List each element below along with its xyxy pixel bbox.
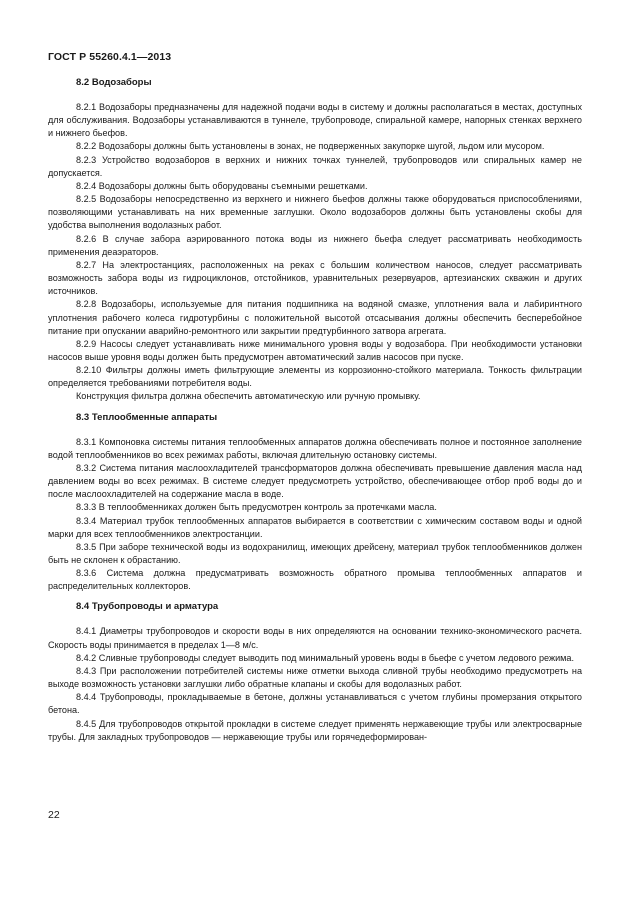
paragraph: 8.2.10 Фильтры должны иметь фильтрующие элементы из коррозионно-стойкого материала. Тонкость фильтрации определяется требованиями потребителя воды. xyxy=(48,365,582,389)
page-number: 22 xyxy=(48,809,60,821)
paragraph: 8.2.4 Водозаборы должны быть оборудованы съемными решетками. xyxy=(76,180,368,191)
paragraph: 8.4.3 При расположении потребителей системы ниже отметки выхода сливной трубы необходимо предусмотреть на выходе возможность установки заглушки либо обратные клапаны и скобы для водолазных работ. xyxy=(48,665,582,690)
paragraph: 8.3.6 Система должна предусматривать возможность обратного промыва теплообменных аппаратов и распределительных коллекторов. xyxy=(48,568,582,592)
section-title-8-4: 8.4 Трубопроводы и арматура xyxy=(76,601,219,613)
paragraph: 8.2.6 В случае забора аэрированного потока воды из нижнего бьефа следует рассматривать необходимость применения деаэраторов. xyxy=(48,233,582,257)
paragraph: 8.2.9 Насосы следует устанавливать ниже минимального уровня воды у водозабора. При необходимости установки насосов выше уровня воды должен быть предусмотрен автоматический залив насосов при пуске. xyxy=(48,338,582,362)
paragraph: 8.2.1 Водозаборы предназначены для надежной подачи воды в систему и должны располагаться в местах, доступных для обслуживания. Водозаборы устанавливаются в туннеле, трубопроводе, спиральной камере, напорных стенках верхнего и нижнего бьефов. xyxy=(48,102,582,139)
section-title-8-3: 8.3 Теплообменные аппараты xyxy=(76,411,218,423)
paragraph: 8.2.8 Водозаборы, используемые для питания подшипника на водяной смазке, уплотнения вала и лабиринтного уплотнения рабочего колеса гидротурбины с положительной высотой отсасывания должны обеспечить бесперебойное питание при опускании аварийно-ремонтного или закрытии предтурбинного затвора агрегата. xyxy=(48,299,582,336)
paragraph: 8.2.2 Водозаборы должны быть установлены в зонах, не подверженных закупорке шугой, льдом или мусором. xyxy=(76,141,545,152)
paragraph: 8.3.3 В теплообменниках должен быть предусмотрен контроль за протечками масла. xyxy=(76,502,437,513)
paragraph: 8.2.7 На электростанциях, расположенных на реках с большим количеством наносов, следует рассматривать возможность забора воды из гидроциклонов, отстойников, уравнительных резервуаров, артезианских скважин и других источников. xyxy=(48,259,582,297)
document-body xyxy=(48,76,582,744)
document-header: ГОСТ Р 55260.4.1—2013 xyxy=(48,51,172,63)
paragraph: 8.3.4 Материал трубок теплообменных аппаратов выбирается в соответствии с химическим составом воды и одной марки для всех теплообменников электростанции. xyxy=(48,515,582,539)
paragraph: 8.3.2 Система питания маслоохладителей трансформаторов должна обеспечивать превышение давления масла над давлением воды во всех режимах. В системе следует предусмотреть устройство, обеспечивающее отбор проб воды до и после маслоохладителей на содержание масла в воде. xyxy=(48,462,582,500)
paragraph: 8.2.3 Устройство водозаборов в верхних и нижних точках туннелей, трубопроводов или спиральных камер не допускается. xyxy=(48,154,582,178)
paragraph: 8.4.5 Для трубопроводов открытой прокладки в системе следует применять нержавеющие трубы или электросварные трубы. Для закладных трубопроводов — нержавеющие трубы или горячедеформирован- xyxy=(48,718,582,742)
paragraph: 8.3.5 При заборе технической воды из водохранилищ, имеющих дрейсену, материал трубок теплообменников должен быть не склонен к обрастанию. xyxy=(48,541,582,565)
paragraph: 8.3.1 Компоновка системы питания теплообменных аппаратов должна обеспечивать полное и постоянное заполнение водой теплообменников во всех режимах работы, включая длительную остановку системы. xyxy=(48,436,582,460)
section-title-8-2: 8.2 Водозаборы xyxy=(76,77,152,88)
paragraph: 8.2.5 Водозаборы непосредственно из верхнего и нижнего бьефов должны также оборудоваться приспособлениями, позволяющими устанавливать на них временные заглушки. Около водозаборов должны быть установлены скобы для удобства выполнения водолазных работ. xyxy=(48,194,582,231)
paragraph: 8.4.1 Диаметры трубопроводов и скорости воды в них определяются на основании технико-экономического расчета. Скорость воды принимается в пределах 1—8 м/с. xyxy=(48,626,582,650)
paragraph: 8.4.4 Трубопроводы, прокладываемые в бетоне, должны устанавливаться с учетом глубины промерзания открытого бетона. xyxy=(48,692,582,716)
paragraph: 8.4.2 Сливные трубопроводы следует выводить под минимальный уровень воды в бьефе с учетом ледового режима. xyxy=(76,652,575,663)
paragraph: Конструкция фильтра должна обеспечить автоматическую или ручную промывку. xyxy=(76,391,421,402)
